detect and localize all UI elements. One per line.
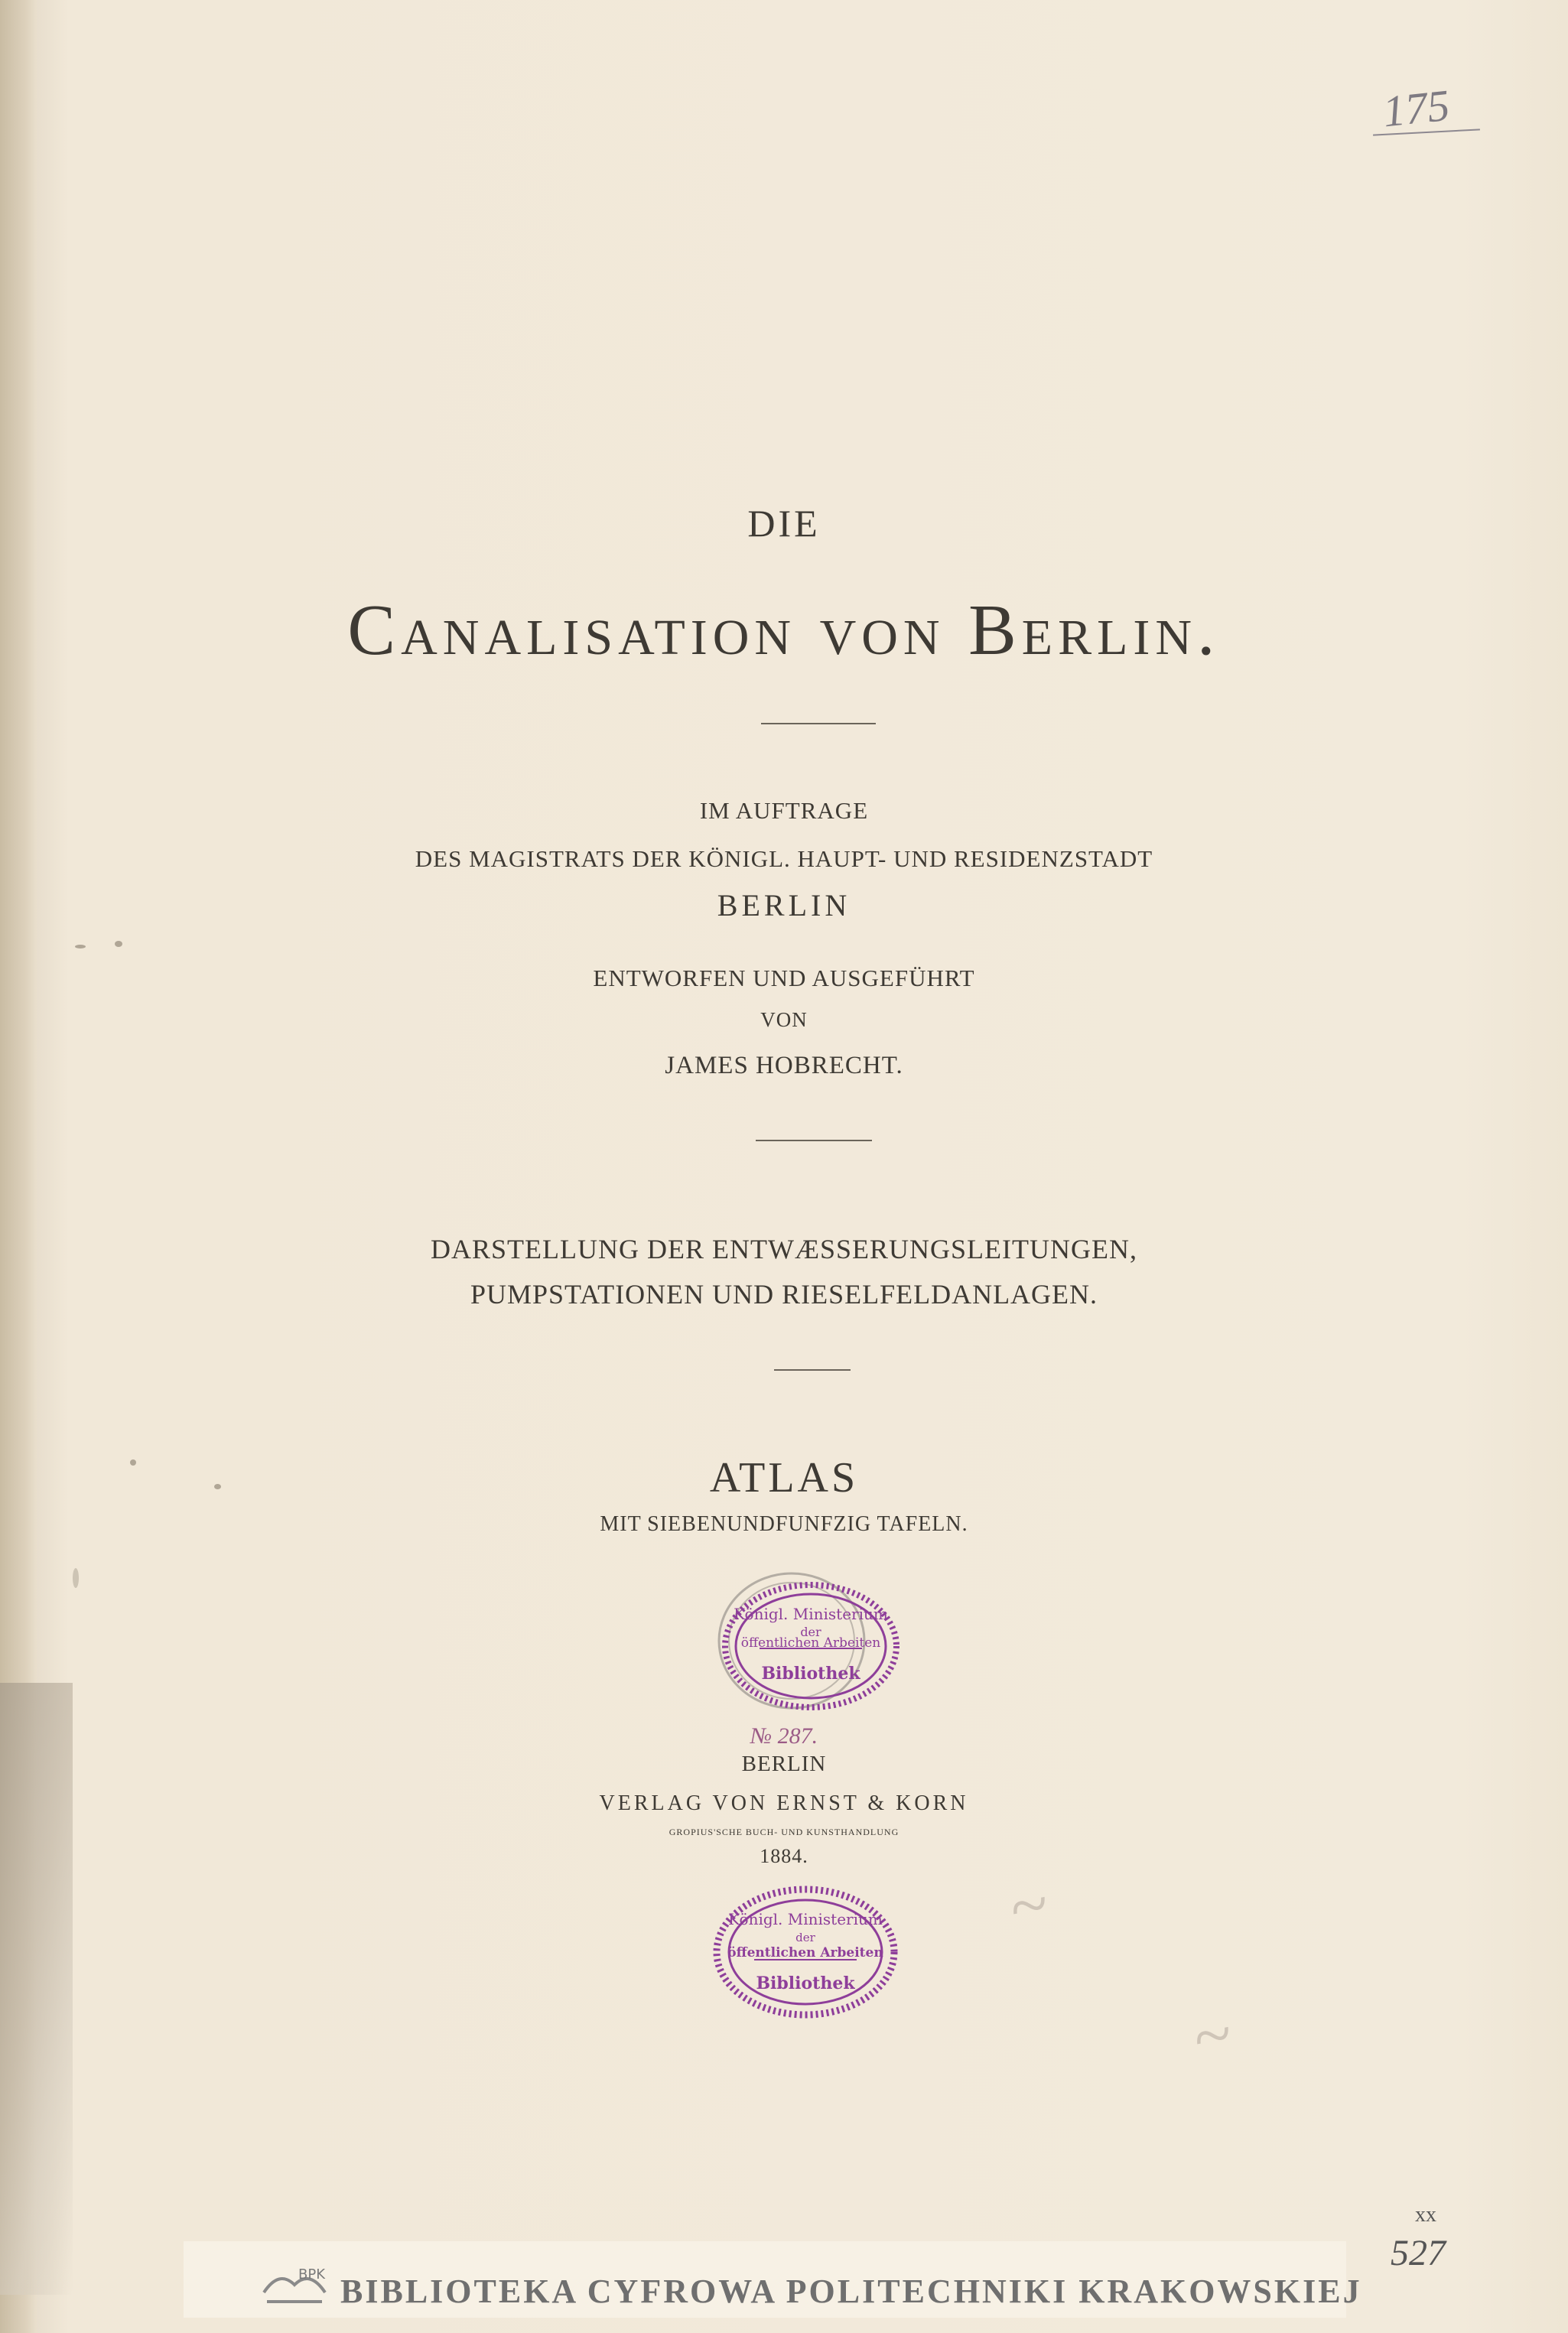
divider-rule (756, 1140, 872, 1141)
stamp-lower-line-3: öffentlichen Arbeiten (727, 1945, 883, 1960)
stamp-upper-line-2: der (800, 1625, 821, 1639)
publisher-city: BERLIN (741, 1752, 827, 1776)
library-stamp-lower (710, 1883, 901, 2021)
city-name: BERLIN (717, 888, 851, 922)
description-line-1: DARSTELLUNG DER ENTWÆSSERUNGSLEITUNGEN, (431, 1234, 1137, 1264)
publication-year: 1884. (760, 1845, 808, 1867)
stamp-upper-line-4: Bibliothek (761, 1664, 860, 1684)
library-logo-text: BPK (298, 2266, 326, 2283)
inventory-number: № 287. (750, 1723, 818, 1749)
paper-speck (115, 941, 122, 947)
description-line-2: PUMPSTATIONEN UND RIESELFELDANLAGEN. (470, 1279, 1098, 1310)
page-title: Canalisation von Berlin. (347, 591, 1221, 670)
atlas-heading: ATLAS (709, 1454, 859, 1502)
publisher-subline: GROPIUS'SCHE BUCH- UND KUNSTHANDLUNG (669, 1827, 899, 1837)
divider-rule (774, 1369, 851, 1371)
stamp-lower-line-4: Bibliothek (756, 1973, 855, 1993)
handwritten-corner-number: 527 (1391, 2233, 1446, 2273)
stamp-lower-line-2: der (795, 1931, 815, 1944)
author-name: JAMES HOBRECHT. (665, 1052, 903, 1079)
faint-pencil-mark: ~ (1186, 1995, 1237, 2077)
library-stamp-upper (715, 1564, 906, 1717)
von-line: VON (760, 1008, 808, 1031)
faint-pencil-mark: ~ (1003, 1865, 1053, 1947)
commission-line-1: IM AUFTRAGE (699, 797, 869, 824)
library-name: BIBLIOTEKA CYFROWA POLITECHNIKI KRAKOWSKIEJ (340, 2273, 1362, 2310)
handwritten-shelfmark: 175 (1380, 80, 1453, 137)
divider-rule (761, 723, 876, 724)
title-die: DIE (747, 502, 821, 545)
library-logo-icon (256, 2262, 333, 2312)
paper-speck (73, 1568, 79, 1588)
handwritten-corner-mark: xx (1415, 2203, 1436, 2227)
stamp-upper-line-1: Königl. Ministerium (734, 1605, 888, 1623)
stamp-lower-line-1: Königl. Ministerium (728, 1910, 883, 1928)
publisher-name: VERLAG VON ERNST & KORN (599, 1791, 969, 1815)
designed-by-line: ENTWORFEN UND AUSGEFÜHRT (593, 965, 975, 991)
atlas-subtitle: MIT SIEBENUNDFUNFZIG TAFELN. (600, 1512, 968, 1536)
paper-speck (75, 945, 86, 948)
stamp-upper-line-3: öffentlichen Arbeiten (740, 1635, 881, 1651)
commission-line-2: DES MAGISTRATS DER KÖNIGL. HAUPT- UND RESIDENZSTADT (415, 845, 1153, 872)
